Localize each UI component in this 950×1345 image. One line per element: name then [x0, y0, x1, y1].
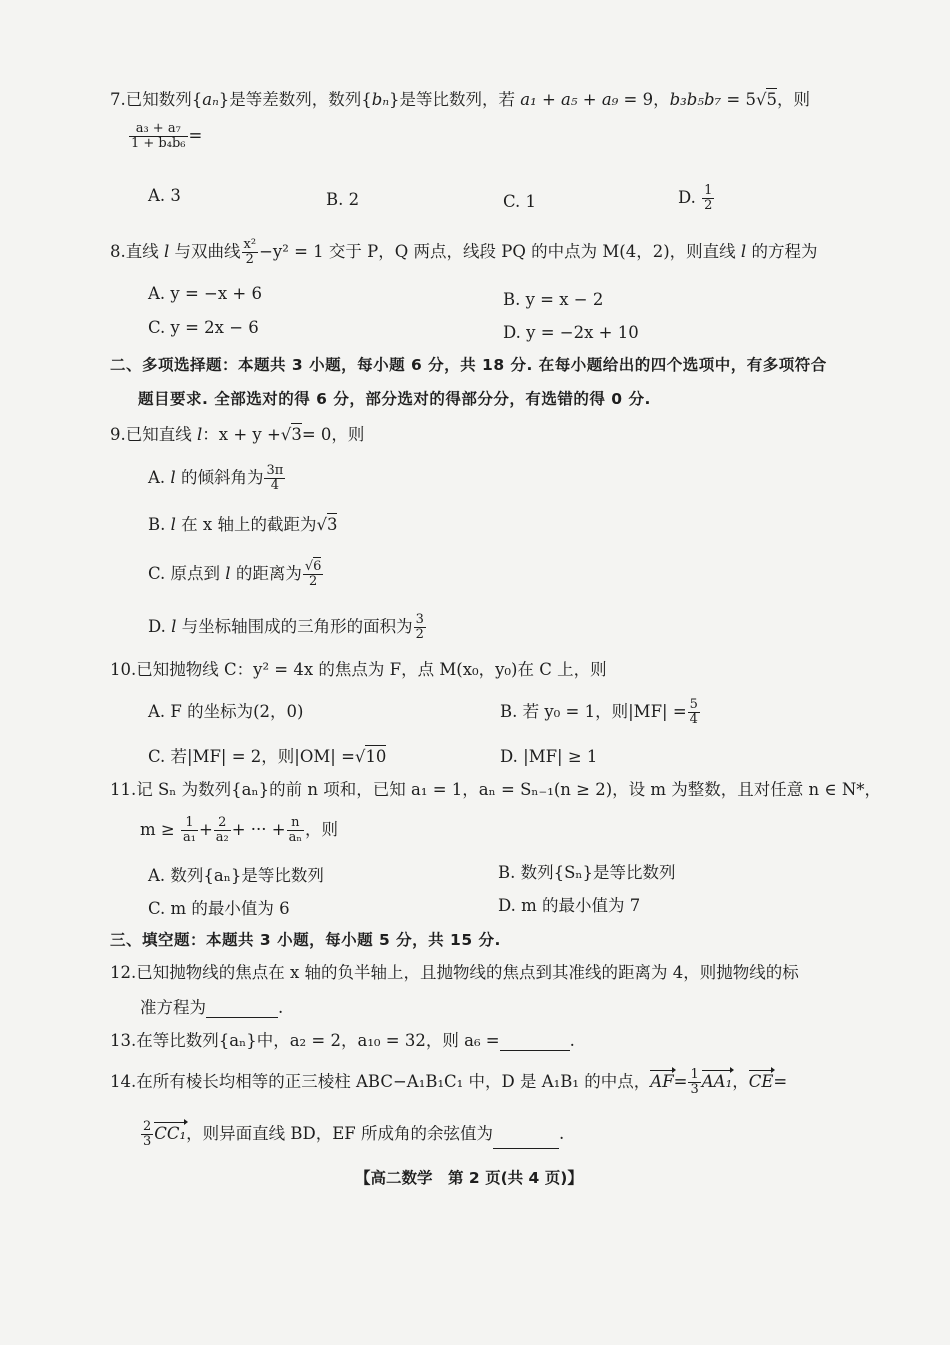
q11-option-a: A. 数列{aₙ}是等比数列: [148, 866, 324, 885]
q11-option-d: D. m 的最小值为 7: [498, 896, 641, 915]
q12-number: 12.: [110, 963, 137, 982]
q14-stem-line1: 14.在所有棱长均相等的正三棱柱 ABC−A₁B₁C₁ 中，D 是 A₁B₁ 的中点，AF= $\frac{1}{3}$ AA₁，CE=: [110, 1067, 788, 1097]
q10-option-c: C. 若|MF| = 2，则|OM| =√10: [148, 747, 387, 766]
q10-number: 10.: [110, 660, 137, 679]
q7-option-c: C. 1: [503, 192, 537, 211]
section-2-heading-line1: 二、多项选择题：本题共 3 小题，每小题 6 分，共 18 分. 在每小题给出的四个选项中，有多项符合: [110, 356, 827, 374]
q12-stem-line2: 准方程为 .: [140, 998, 284, 1017]
q7-stem: 7.已知数列{aₙ}是等差数列，数列{bₙ}是等比数列，若 a₁ + a₅ + a₉ = 9，b₃b₅b₇ = 5√5，则: [110, 90, 810, 109]
q10-option-b: B. 若 y₀ = 1，则|MF| = $\frac{5}{4}$: [500, 697, 698, 727]
vector-af: AF: [650, 1072, 674, 1091]
q9-option-a: A. l 的倾斜角为 $\frac{3\pi}{4}$: [148, 463, 284, 493]
vector-ce: CE: [748, 1072, 774, 1091]
q8-option-d: D. y = −2x + 10: [503, 323, 639, 342]
q13-stem: 13.在等比数列{aₙ}中，a₂ = 2，a₁₀ = 32，则 a₆ = .: [110, 1031, 575, 1050]
q11-number: 11.: [110, 780, 137, 799]
q11-option-c: C. m 的最小值为 6: [148, 899, 290, 918]
q9-stem: 9.已知直线 l：x + y +√3= 0，则: [110, 425, 365, 444]
q9-option-c: C. 原点到 l 的距离为 $\frac{√6}{2}$: [148, 559, 322, 589]
q13-number: 13.: [110, 1031, 137, 1050]
vector-cc1: CC₁: [154, 1124, 187, 1143]
q7-number: 7.: [110, 90, 126, 109]
q11-stem: 11.记 Sₙ 为数列{aₙ}的前 n 项和，已知 a₁ = 1，aₙ = Sₙ₋₁(n ≥ 2)，设 m 为整数，且对任意 n ∈ N*，: [110, 780, 882, 799]
q7-expression: $\frac{\text{a₃ + a₇}}{\text{1 + b₄b₆}}$ =: [131, 121, 203, 151]
q10-option-d: D. |MF| ≥ 1: [500, 747, 598, 766]
q8-option-a: A. y = −x + 6: [148, 284, 262, 303]
q11-option-b: B. 数列{Sₙ}是等比数列: [498, 863, 676, 882]
q7-option-d: D. $\frac{1}{2}$: [678, 183, 713, 213]
q9-number: 9.: [110, 425, 126, 444]
q9-option-d: D. l 与坐标轴围成的三角形的面积为 $\frac{3}{2}$: [148, 612, 424, 642]
q8-option-c: C. y = 2x − 6: [148, 318, 259, 337]
q7-fraction: $\frac{\text{a₃ + a₇}}{\text{1 + b₄b₆}}$: [131, 121, 186, 151]
section-2-heading-line2: 题目要求. 全部选对的得 6 分，部分选对的得部分分，有选错的得 0 分.: [138, 390, 651, 408]
q12-answer-blank[interactable]: [206, 1001, 278, 1018]
page-footer: 【高二数学 第 2 页(共 4 页)】: [355, 1169, 583, 1187]
q13-answer-blank[interactable]: [500, 1034, 570, 1051]
q7-option-b: B. 2: [326, 190, 360, 209]
q14-answer-blank[interactable]: [493, 1132, 559, 1149]
q11-inequality: m ≥ $\frac{1}{\text{a₁}}$ + $\frac{2}{\text{a₂}}$ + ··· + $\frac{n}{\text{aₙ}}$ ，则: [140, 815, 338, 845]
q7-option-a: A. 3: [148, 186, 181, 205]
q14-stem-line2: $\frac{2}{3}$ CC₁，则异面直线 BD，EF 所成角的余弦值为 .: [143, 1119, 565, 1149]
section-3-heading: 三、填空题：本题共 3 小题，每小题 5 分，共 15 分.: [110, 931, 501, 949]
q14-number: 14.: [110, 1072, 137, 1091]
q8-option-b: B. y = x − 2: [503, 290, 604, 309]
q8-stem: 8.直线 l 与双曲线 $\frac{\text{x²}}{2}$ −y² = 1 交于 P，Q 两点，线段 PQ 的中点为 M(4，2)，则直线 l 的方程为: [110, 237, 818, 267]
q8-number: 8.: [110, 242, 126, 261]
q9-option-b: B. l 在 x 轴上的截距为√3: [148, 515, 338, 534]
q10-option-a: A. F 的坐标为(2，0): [148, 702, 304, 721]
q10-stem: 10.已知抛物线 C：y² = 4x 的焦点为 F，点 M(x₀，y₀)在 C 上，则: [110, 660, 607, 679]
q12-stem-line1: 12.已知抛物线的焦点在 x 轴的负半轴上，且抛物线的焦点到其准线的距离为 4，则抛物线的标: [110, 963, 799, 982]
vector-aa1: AA₁: [701, 1072, 733, 1091]
